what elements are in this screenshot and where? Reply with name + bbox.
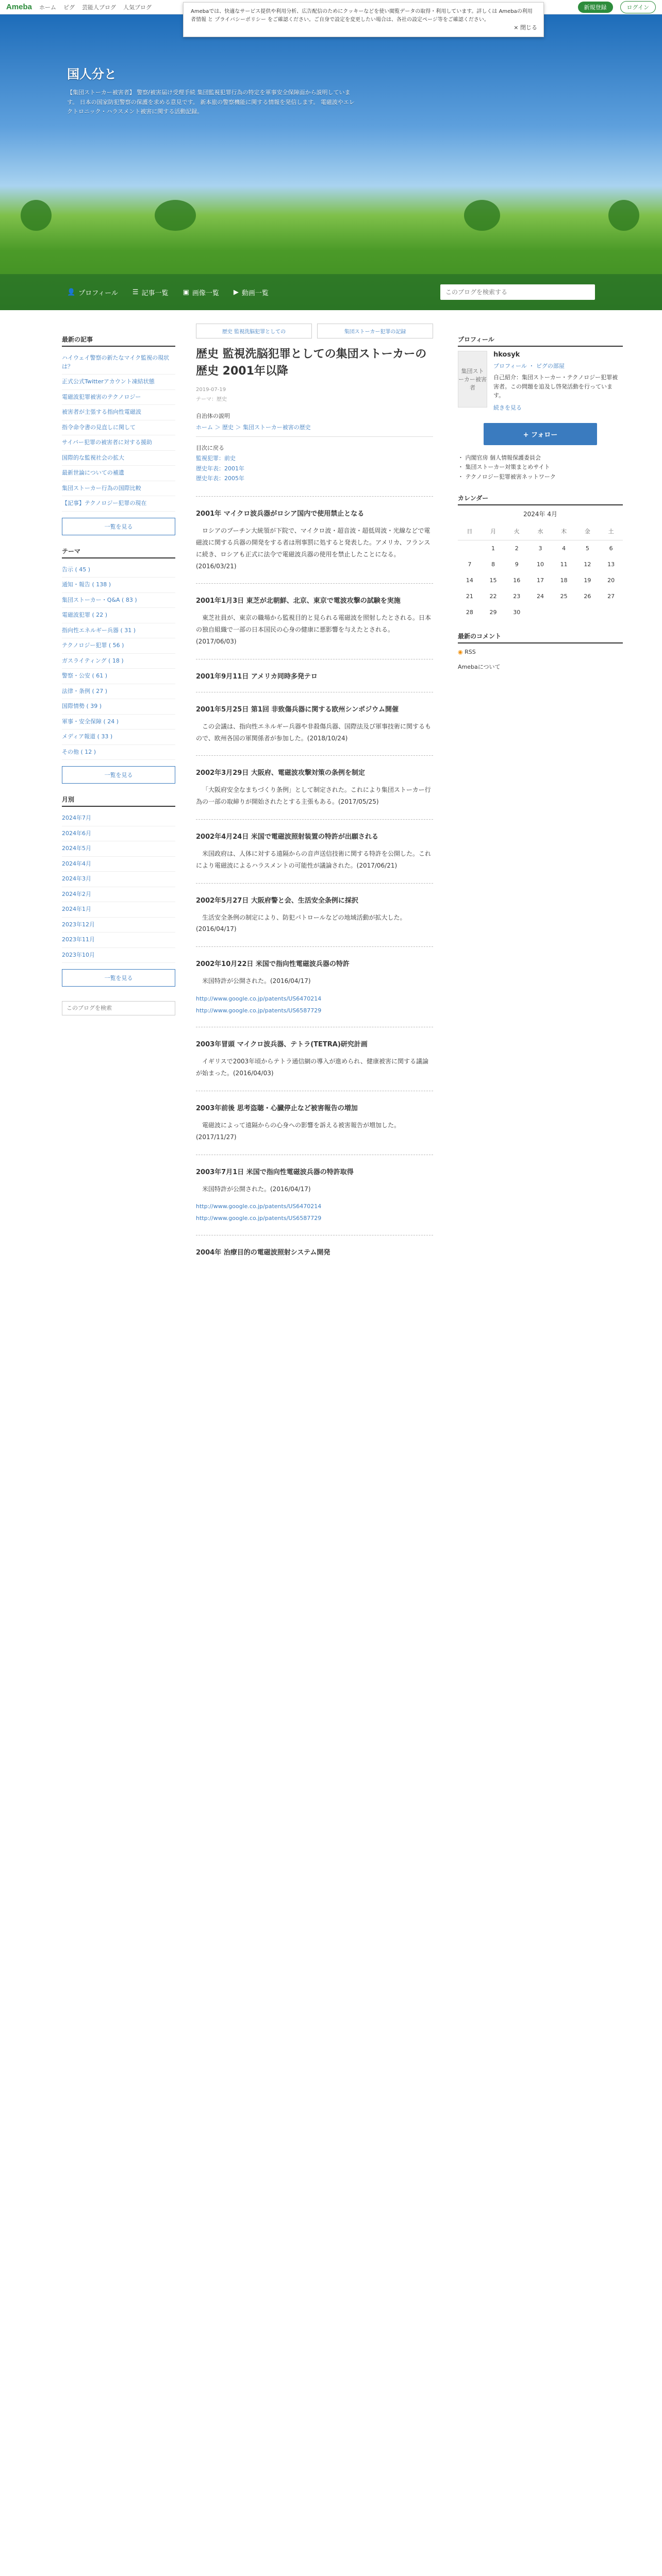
login-button[interactable]: ログイン xyxy=(620,1,656,13)
section-body: 生活安全条例の制定により、防犯パトロールなどの地域活動が拡大した。(2016/04/17) xyxy=(196,913,406,933)
calendar-day[interactable]: 21 xyxy=(466,592,473,600)
archive-list xyxy=(62,811,175,963)
calendar-day[interactable]: 20 xyxy=(607,577,615,584)
recent-item[interactable]: 国際的な監視社会の拡大 xyxy=(62,451,175,466)
theme-item[interactable]: メディア報道 ( 33 ) xyxy=(62,730,175,745)
rss-icon: ◉ xyxy=(458,648,463,655)
nav-videos[interactable] xyxy=(234,287,269,297)
blog-title[interactable]: 国人分と xyxy=(67,67,117,81)
rss-label: RSS xyxy=(465,648,476,655)
tree-decoration xyxy=(21,200,52,231)
section-body: 電磁波によって遠隔からの心身への影響を訴える被害報告が増加した。(2017/11/27) xyxy=(196,1121,401,1141)
toc-item[interactable]: 歴史年表：2001年 xyxy=(196,465,244,472)
theme-item[interactable]: テクノロジー犯罪 ( 56 ) xyxy=(62,638,175,654)
profile-avatar-text: 集団ストーカー被害者 xyxy=(458,368,487,391)
article-date: 2019-07-19 xyxy=(196,387,226,393)
section-title: 2004年 治療目的の電磁波照射システム開発 xyxy=(196,1248,330,1257)
archive-item[interactable]: 2024年4月 xyxy=(62,857,175,872)
calendar-week xyxy=(458,588,623,604)
links-text[interactable]: ・ 内閣官房 個人情報保護委員会 ・ 集団ストーカー対策まとめサイト ・ テクノロジー犯罪被害ネットワーク xyxy=(458,454,556,481)
recent-item[interactable]: 被害者が主張する指向性電磁波 xyxy=(62,405,175,420)
tree-decoration xyxy=(608,200,639,231)
recent-item[interactable]: 正式公式Twitterアカウント凍結状態 xyxy=(62,375,175,390)
topnav-celeb[interactable]: 芸能人ブログ xyxy=(82,4,117,11)
calendar-day[interactable]: 17 xyxy=(536,577,544,584)
tree-decoration xyxy=(155,200,196,231)
breadcrumb[interactable]: ホーム ＞ 歴史 ＞ 集団ストーカー被害の歴史 xyxy=(196,423,433,437)
theme-item[interactable]: 国際情勢 ( 39 ) xyxy=(62,699,175,715)
calendar-day xyxy=(576,604,600,620)
nav-images-label: 画像一覧 xyxy=(192,289,219,297)
recent-item[interactable]: 指令命令書の見直しに関して xyxy=(62,420,175,436)
topnav-pigg[interactable]: ピグ xyxy=(63,4,75,11)
blog-header xyxy=(0,14,662,310)
section-title: 2002年10月22日 米国で指向性電磁波兵器の特許 xyxy=(196,960,350,969)
section-title: 2002年4月24日 米国で電磁波照射装置の特許が出願される xyxy=(196,833,378,841)
left-sidebar xyxy=(62,324,175,1264)
rss-link[interactable] xyxy=(458,648,623,657)
theme-item[interactable]: 警察・公安 ( 61 ) xyxy=(62,669,175,684)
calendar-day[interactable]: 27 xyxy=(607,592,615,600)
recent-comments-heading: 最新のコメント xyxy=(458,632,623,643)
section-title: 2002年3月29日 大阪府、電磁波攻撃対策の条例を制定 xyxy=(196,769,365,777)
right-sidebar xyxy=(458,324,623,1264)
cookie-close-button[interactable]: × 閉じる xyxy=(514,24,537,31)
archive-item[interactable]: 2023年10月 xyxy=(62,948,175,963)
profile-links[interactable]: プロフィール ・ ピグの部屋 xyxy=(493,363,565,369)
toc-item[interactable]: 歴史年表：2005年 xyxy=(196,475,244,482)
calendar-weekday: 水 xyxy=(528,522,552,540)
cookie-text: Amebaでは、快適なサービス提供や利用分析、広告配信のためにクッキーなどを使い閲覧データの取得・利用しています。詳しくは Amebaの利用者情報 と プライバシーポリシー をご確認ください。ご自身で設定を変更したい場合は、各社の設定ページ等をご確認ください。 xyxy=(191,9,533,23)
calendar-day[interactable]: 8 xyxy=(491,561,495,568)
calendar-month: 2024年 4月 xyxy=(523,510,557,518)
calendar-day[interactable]: 26 xyxy=(584,592,591,600)
profile-more-link[interactable]: 続きを見る xyxy=(493,404,522,411)
toc-heading[interactable]: 目次に戻る xyxy=(196,445,224,451)
calendar-day[interactable]: 11 xyxy=(560,561,568,568)
theme-more-button[interactable]: 一覧を見る xyxy=(62,766,175,784)
calendar-weekday: 金 xyxy=(576,522,600,540)
theme-item[interactable]: 電磁波犯罪 ( 22 ) xyxy=(62,608,175,623)
recent-heading: 最新の記事 xyxy=(62,335,175,347)
archive-item[interactable]: 2024年7月 xyxy=(62,811,175,826)
calendar-day[interactable]: 6 xyxy=(609,545,613,552)
calendar-weekday: 月 xyxy=(482,522,505,540)
image-icon: ▣ xyxy=(183,288,189,296)
section-title: 2001年9月11日 アメリカ同時多発テロ xyxy=(196,672,318,681)
article xyxy=(196,324,433,1264)
calendar-weekday: 土 xyxy=(599,522,623,540)
header-nav xyxy=(0,274,662,310)
tree-decoration xyxy=(464,200,500,231)
theme-item[interactable]: その他 ( 12 ) xyxy=(62,745,175,760)
recent-item[interactable]: ハイウェイ警察の新たなマイク監視の現状は？ xyxy=(62,351,175,375)
theme-item[interactable]: 通知・報告 ( 138 ) xyxy=(62,578,175,593)
prev-article-button[interactable]: 歴史 監視洗脳犯罪としての xyxy=(196,324,312,338)
nav-articles[interactable] xyxy=(133,287,169,297)
reference-link[interactable]: http://www.google.co.jp/patents/US6470214 xyxy=(196,1203,322,1210)
theme-item[interactable]: 集団ストーカー・Q&A ( 83 ) xyxy=(62,593,175,608)
table-of-contents xyxy=(196,443,433,484)
register-button[interactable]: 新規登録 xyxy=(578,2,613,13)
owner-label: 自治体の説明 xyxy=(196,413,230,419)
sidebar-search-input[interactable] xyxy=(62,1001,175,1015)
profile-heading: プロフィール xyxy=(458,335,623,347)
section-body: イギリスで2003年頃からテトラ通信網の導入が進められ、健康被害に関する議論が始まった。(2016/04/03) xyxy=(196,1058,429,1077)
next-article-button[interactable]: 集団ストーカー犯罪の記録 xyxy=(317,324,433,338)
ameba-logo[interactable]: Ameba xyxy=(6,3,32,11)
follow-button[interactable]: + フォロー xyxy=(484,423,597,445)
calendar-day[interactable]: 9 xyxy=(515,561,519,568)
reference-link[interactable]: http://www.google.co.jp/patents/US6587729 xyxy=(196,1214,322,1222)
nav-articles-label: 記事一覧 xyxy=(141,289,169,297)
recent-more-button[interactable]: 一覧を見る xyxy=(62,518,175,535)
archive-item[interactable]: 2023年11月 xyxy=(62,933,175,948)
calendar-day[interactable]: 25 xyxy=(560,592,568,600)
section-title: 2001年5月25日 第1回 非致傷兵器に関する欧州シンポジウム開催 xyxy=(196,705,399,714)
calendar-day[interactable]: 23 xyxy=(513,592,521,600)
nav-profile[interactable] xyxy=(67,287,118,297)
profile-name[interactable]: hkosyk xyxy=(493,351,520,359)
recent-item[interactable]: サイバー犯罪の被害者に対する援助 xyxy=(62,435,175,451)
calendar-day xyxy=(528,604,552,620)
archive-item[interactable]: 2024年1月 xyxy=(62,902,175,918)
section-body: 米国政府は、人体に対する遠隔からの音声送信技術に関する特許を公開した。これにより電磁波によるハラスメントの可能性が議論された。(2017/06/21) xyxy=(196,850,432,869)
theme-heading: テーマ xyxy=(62,547,175,558)
archive-item[interactable]: 2024年5月 xyxy=(62,841,175,857)
header-search-input[interactable] xyxy=(440,284,595,300)
calendar-day[interactable]: 4 xyxy=(562,545,566,552)
section-body: 東芝社員が、東京の職場から監視目的と見られる電磁波を照射したとされる。日本の独自組織で一部の日本国民の心身の健康に悪影響を与えたとされる。(2017/06/03) xyxy=(196,614,432,645)
recent-item[interactable]: 電磁波犯罪被害のテクノロジー xyxy=(62,390,175,405)
calendar-day[interactable]: 24 xyxy=(536,592,544,600)
calendar-day[interactable]: 16 xyxy=(513,577,521,584)
archive-heading: 月別 xyxy=(62,795,175,807)
calendar-day xyxy=(552,604,576,620)
video-icon: ▶ xyxy=(233,288,239,296)
reference-link[interactable]: http://www.google.co.jp/patents/US6470214 xyxy=(196,995,322,1002)
calendar-day[interactable]: 15 xyxy=(489,577,497,584)
theme-item[interactable]: 法律・条例 ( 27 ) xyxy=(62,684,175,700)
calendar-weekday: 木 xyxy=(552,522,576,540)
calendar-day[interactable]: 19 xyxy=(584,577,591,584)
theme-item[interactable]: ガスライティング ( 18 ) xyxy=(62,654,175,669)
theme-item[interactable]: 軍事・安全保障 ( 24 ) xyxy=(62,715,175,730)
topnav-popular[interactable]: 人気ブログ xyxy=(123,4,152,11)
profile-avatar[interactable] xyxy=(458,351,487,408)
calendar-day[interactable]: 2 xyxy=(515,545,519,552)
nav-videos-label: 動画一覧 xyxy=(241,289,269,297)
calendar-day[interactable]: 18 xyxy=(560,577,568,584)
recent-item[interactable]: 最新世論についての補遺 xyxy=(62,466,175,481)
calendar-weekday: 火 xyxy=(505,522,528,540)
calendar-day[interactable]: 7 xyxy=(468,561,472,568)
topnav-home[interactable]: ホーム xyxy=(39,4,57,11)
calendar-day[interactable]: 28 xyxy=(466,608,473,616)
calendar xyxy=(458,522,623,620)
section-body: この会議は、指向性エネルギー兵器や非殺傷兵器、国際法及び軍事技術に関するもので、欧州各国の軍関係者が参加した。(2018/10/24) xyxy=(196,722,432,742)
section-title: 2001年1月3日 東芝が北朝鮮、北京、東京で電波攻撃の試験を実施 xyxy=(196,597,401,605)
calendar-day[interactable]: 5 xyxy=(585,545,589,552)
document-icon: ☰ xyxy=(132,288,139,296)
toc-item[interactable]: 監視犯罪：前史 xyxy=(196,454,236,462)
section-title: 2003年7月1日 米国で指向性電磁波兵器の特許取得 xyxy=(196,1168,354,1176)
calendar-day[interactable]: 13 xyxy=(607,561,615,568)
archive-item[interactable]: 2024年6月 xyxy=(62,826,175,842)
nav-profile-label: プロフィール xyxy=(78,289,118,297)
calendar-week xyxy=(458,572,623,588)
section-title: 2001年 マイクロ波兵器がロシア国内で使用禁止となる xyxy=(196,510,365,518)
calendar-week xyxy=(458,604,623,620)
profile-text: 自己紹介：集団ストーカー・テクノロジー犯罪被害者。この問題を追及し啓発活動を行っています。 xyxy=(493,374,618,399)
calendar-day[interactable]: 30 xyxy=(513,608,521,616)
article-theme[interactable]: テーマ：歴史 xyxy=(196,397,227,402)
recent-list xyxy=(62,351,175,512)
calendar-day[interactable]: 10 xyxy=(536,561,544,568)
blog-description: 【集団ストーカー被害者】 警察/被害届け受理手続 集団監視犯罪行為の特定を軍事安全保障面から説明しています。 日本の国家防犯警察の保護を求める意見です。 新本旅の警察機能に関する情報を発信します。 電磁波やエレクトロニック・ハラスメント被害に関する活動記録。 xyxy=(67,89,355,115)
calendar-day xyxy=(458,540,482,556)
theme-list xyxy=(62,563,175,760)
calendar-heading: カレンダー xyxy=(458,494,623,505)
theme-item[interactable]: 告示 ( 45 ) xyxy=(62,563,175,578)
calendar-day[interactable]: 29 xyxy=(489,608,497,616)
calendar-weekday: 日 xyxy=(458,522,482,540)
calendar-day[interactable]: 14 xyxy=(466,577,473,584)
archive-item[interactable]: 2024年3月 xyxy=(62,872,175,887)
calendar-day[interactable]: 22 xyxy=(489,592,497,600)
ameba-about-link[interactable]: Amebaについて xyxy=(458,663,501,670)
calendar-week xyxy=(458,556,623,572)
section-title: 2002年5月27日 大阪府警と会、生活安全条例に採択 xyxy=(196,896,358,905)
section-body: 「大阪府安全なまちづくり条例」として制定された。これにより集団ストーカー行為の一部の取締りが開始されたとする主張もある。(2017/05/25) xyxy=(196,786,431,806)
archive-item[interactable]: 2023年12月 xyxy=(62,918,175,933)
calendar-day[interactable]: 3 xyxy=(538,545,542,552)
article-title: 歴史 監視洗脳犯罪としての集団ストーカーの歴史 2001年以降 xyxy=(196,348,427,378)
theme-item[interactable]: 指向性エネルギー兵器 ( 31 ) xyxy=(62,623,175,639)
section-body: 米国特許が公開された。(2016/04/17) xyxy=(202,1185,311,1193)
calendar-day[interactable]: 12 xyxy=(584,561,591,568)
section-body: 米国特許が公開された。(2016/04/17) xyxy=(202,977,311,985)
nav-images[interactable] xyxy=(183,287,219,297)
cookie-notice xyxy=(183,2,544,37)
recent-item[interactable]: 集団ストーカー行為の国際比較 xyxy=(62,481,175,497)
archive-item[interactable]: 2024年2月 xyxy=(62,887,175,903)
archive-more-button[interactable]: 一覧を見る xyxy=(62,969,175,987)
calendar-day[interactable]: 1 xyxy=(491,545,495,552)
section-title: 2003年前後 思考盗聴・心臓停止など被害報告の増加 xyxy=(196,1104,358,1112)
reference-link[interactable]: http://www.google.co.jp/patents/US6587729 xyxy=(196,1007,322,1014)
calendar-week xyxy=(458,540,623,556)
person-icon: 👤 xyxy=(67,288,76,296)
calendar-day xyxy=(599,604,623,620)
section-title: 2003年冒頭 マイクロ波兵器、テトラ(TETRA)研究計画 xyxy=(196,1041,368,1049)
section-body: ロシアのプーチン大統領が下院で、マイクロ波・超音波・超低周波・光線などで電磁波に関する兵器の開発をする者は刑事罰に処すると発表した。アメリカ、フランスに続き、ロシアも正式に法令で電磁波兵器の使用を禁止したことになる。(2016/03/21) xyxy=(196,527,431,570)
recent-item[interactable]: 【記事】テクノロジー犯罪の現在 xyxy=(62,496,175,512)
